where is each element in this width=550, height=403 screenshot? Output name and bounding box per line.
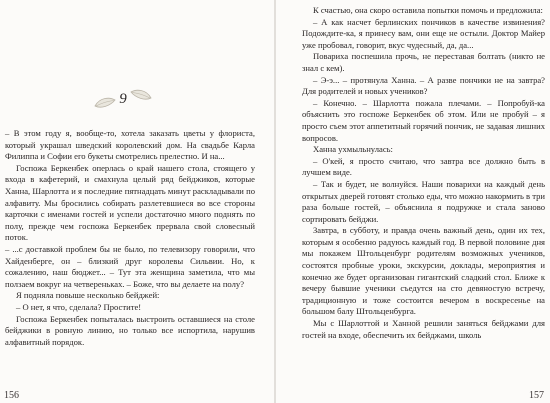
paragraph: – А как насчет берлинских пончиков в качестве извинения? Подождите-ка, я принесу вам, они еще не остыли. Доктор Майер уже пробовал, говорит, вкус чудесный, да, да... (302, 16, 545, 50)
paragraph: Я подняла повыше несколько бейджей: (16, 290, 160, 301)
paragraph: – Конечно. – Шарлотта пожала плечами. – Попробуй-ка объяснить это госпоже Беркенбек об этом. Или не пробуй – я просто съем этот аппетитный горячий пончик, не задавая лишних вопросов. (302, 97, 545, 143)
paragraph: Завтра, в субботу, и правда очень важный день, один их тех, которым я особенно радуюсь каждый год. В первой половине дня мы покажем Штольценбург родителям возможных учеников, состоятся пробные уроки, экскурсии, доклады, мероприятия и конечно же будет организован гигантский сладкий стол. Ближе к вечеру бывшие ученики съедутся на сто девяностую встречу, традиционную и тоже состоится вечером в воскресенье на большом балу Штольценбурга. (302, 225, 545, 317)
page-number: 157 (529, 390, 544, 401)
right-page (276, 0, 550, 403)
right-page-text (302, 5, 545, 341)
paragraph: – О'кей, я просто считаю, что завтра все должно быть в лучшем виде. (302, 155, 545, 178)
paragraph: Госпожа Беркенбек оперлась о край нашего стола, стоящего у входа в кафетерий, и смахнула целый ряд бейджиков, которые Ханна, Шарлотта и я последние пятнадцать минут раскладывали по алфавиту. Мы бросились собирать разлетевшиеся во все стороны карточки с именами гостей и успели достаточно много поднять по полу, прежде чем госпожа Беркенбек прервала свой словесный поток. (5, 162, 255, 243)
paragraph: – Э-э... – протянула Ханна. – А разве пончики не на завтра? Для родителей и новых учеников? (302, 74, 545, 97)
paragraph: Ханна ухмыльнулась: (313, 144, 393, 155)
chapter-number: 9 (119, 91, 127, 107)
paragraph: – Так и будет, не волнуйся. Наши поварихи на каждый день открытых дверей готовят столько еды, что можно накормить в три раза больше гостей, – объяснила я подружке и стала заново сортировать бейджи. (302, 178, 545, 224)
paragraph: – ...с доставкой проблем бы не было, по телевизору говорили, что Хайденберге, он – близкий друг королевы Сильвии. Но, к сожалению, наш бюджет... – Тут эта женщина заметила, что мы ползаем вокруг на четвереньках. – Боже, что вы делаете на полу? (5, 243, 255, 289)
paragraph: К счастью, она скоро оставила попытки помочь и предложила: (313, 5, 543, 15)
paragraph: Госпожа Беркенбек попыталась выстроить оставшиеся на столе бейджики в ровную линию, но только все испортила, нарушив алфавитный порядок. (5, 313, 255, 347)
leaf-right-icon (130, 88, 152, 102)
left-page (0, 0, 274, 403)
paragraph: – О нет, я что, сделала? Простите! (16, 301, 142, 312)
left-page-text (5, 128, 255, 348)
page-number: 156 (4, 390, 19, 401)
chapter-ornament (88, 86, 158, 120)
paragraph: – В этом году я, вообще-то, хотела заказать цветы у флориста, который украшал шведский королевский дом. На свадьбе Карла Филиппа и Софии его букеты смотрелись прелестно. И на... (5, 128, 255, 162)
paragraph: Мы с Шарлоттой и Ханной решили заняться бейджами для гостей на входе, обеспечить их бейджами, школь (302, 318, 545, 340)
paragraph: Повариха поспешила прочь, не переставая болтать (никто не знал с кем). (302, 51, 545, 73)
